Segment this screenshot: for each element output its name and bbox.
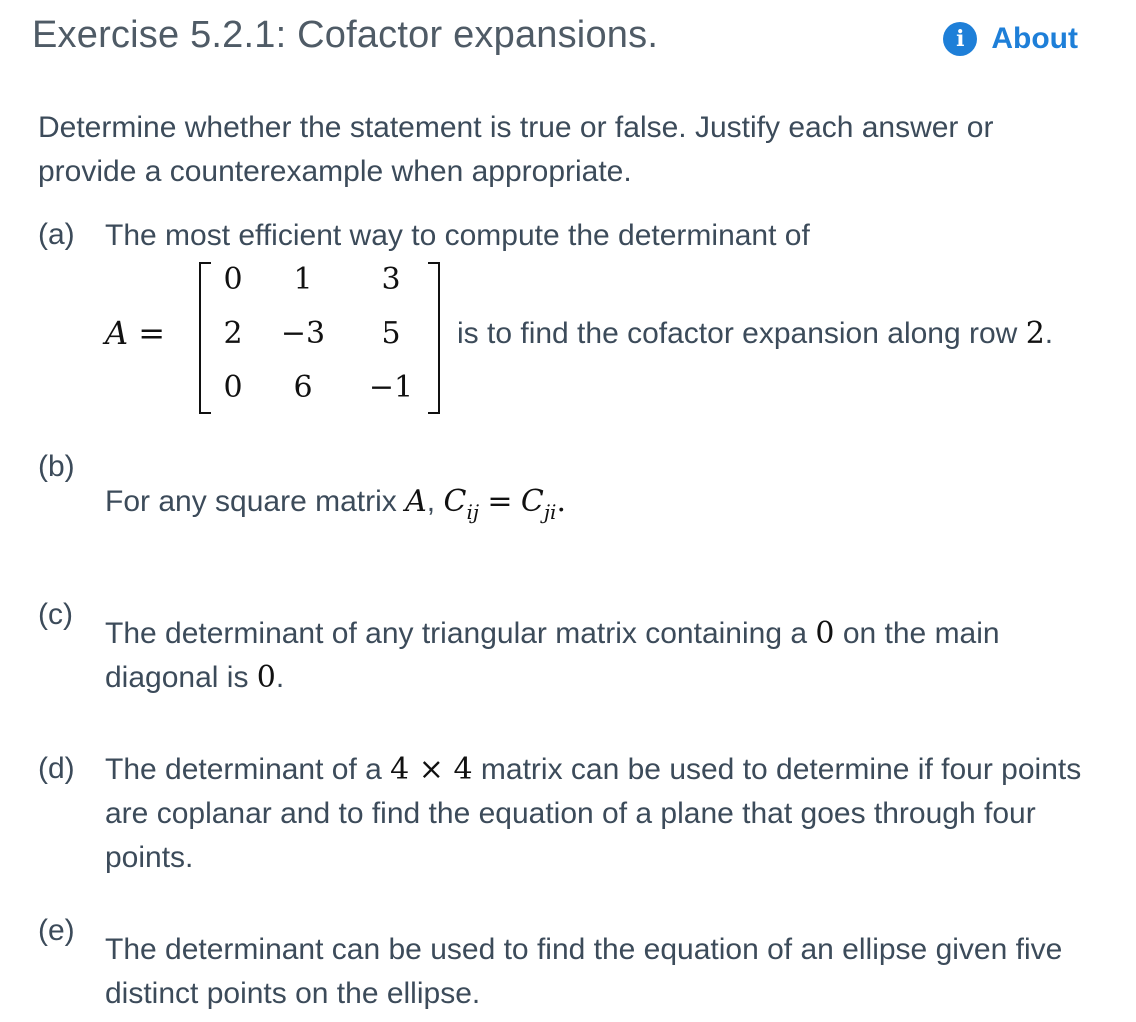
matrix-name: A = (105, 314, 166, 352)
part-c-label: (c) (38, 598, 73, 631)
matrix-cell: −3 (280, 316, 326, 351)
part-e-label: (e) (38, 914, 75, 947)
matrix-cell: 2 (223, 316, 243, 351)
part-e-text: The determinant can be used to find the equation of an ellipse given five distinct points on the ellipse. (105, 933, 1063, 1010)
part-a-continuation: is to find the cofactor expansion along row 2. (457, 316, 1054, 351)
about-button[interactable] (943, 22, 1078, 56)
matrix-cell: −1 (368, 370, 414, 405)
matrix-cell: 3 (381, 262, 401, 297)
info-icon: i (943, 22, 977, 56)
part-b-label: (b) (38, 450, 75, 483)
right-bracket (428, 262, 440, 414)
part-c-text: The determinant of any triangular matrix containing a 0 on the main diagonal is 0. (105, 616, 1000, 695)
matrix-statement (105, 256, 1125, 416)
part-d-label: (d) (38, 752, 75, 785)
matrix-cell: 0 (223, 370, 243, 405)
matrix-cell: 5 (381, 316, 401, 351)
matrix-cell: 6 (293, 370, 313, 405)
matrix-cell: 1 (293, 262, 313, 297)
page-title: Exercise 5.2.1: Cofactor expansions. (32, 14, 659, 56)
instructions: Determine whether the statement is true or false. Justify each answer or provide a counterexample when appropriate. (38, 111, 994, 188)
part-a-label: (a) (38, 218, 75, 251)
part-a-text: The most efficient way to compute the determinant of (105, 219, 810, 252)
matrix-cell: 0 (223, 262, 243, 297)
part-d-text: The determinant of a 4 × 4 matrix can be used to determine if four points are coplanar and to find the equation of a plane that goes through four points. (105, 752, 1082, 874)
about-label: About (991, 22, 1078, 55)
part-b-text: For any square matrix A, $C_{ij} = C_{ji}$. (105, 484, 567, 524)
